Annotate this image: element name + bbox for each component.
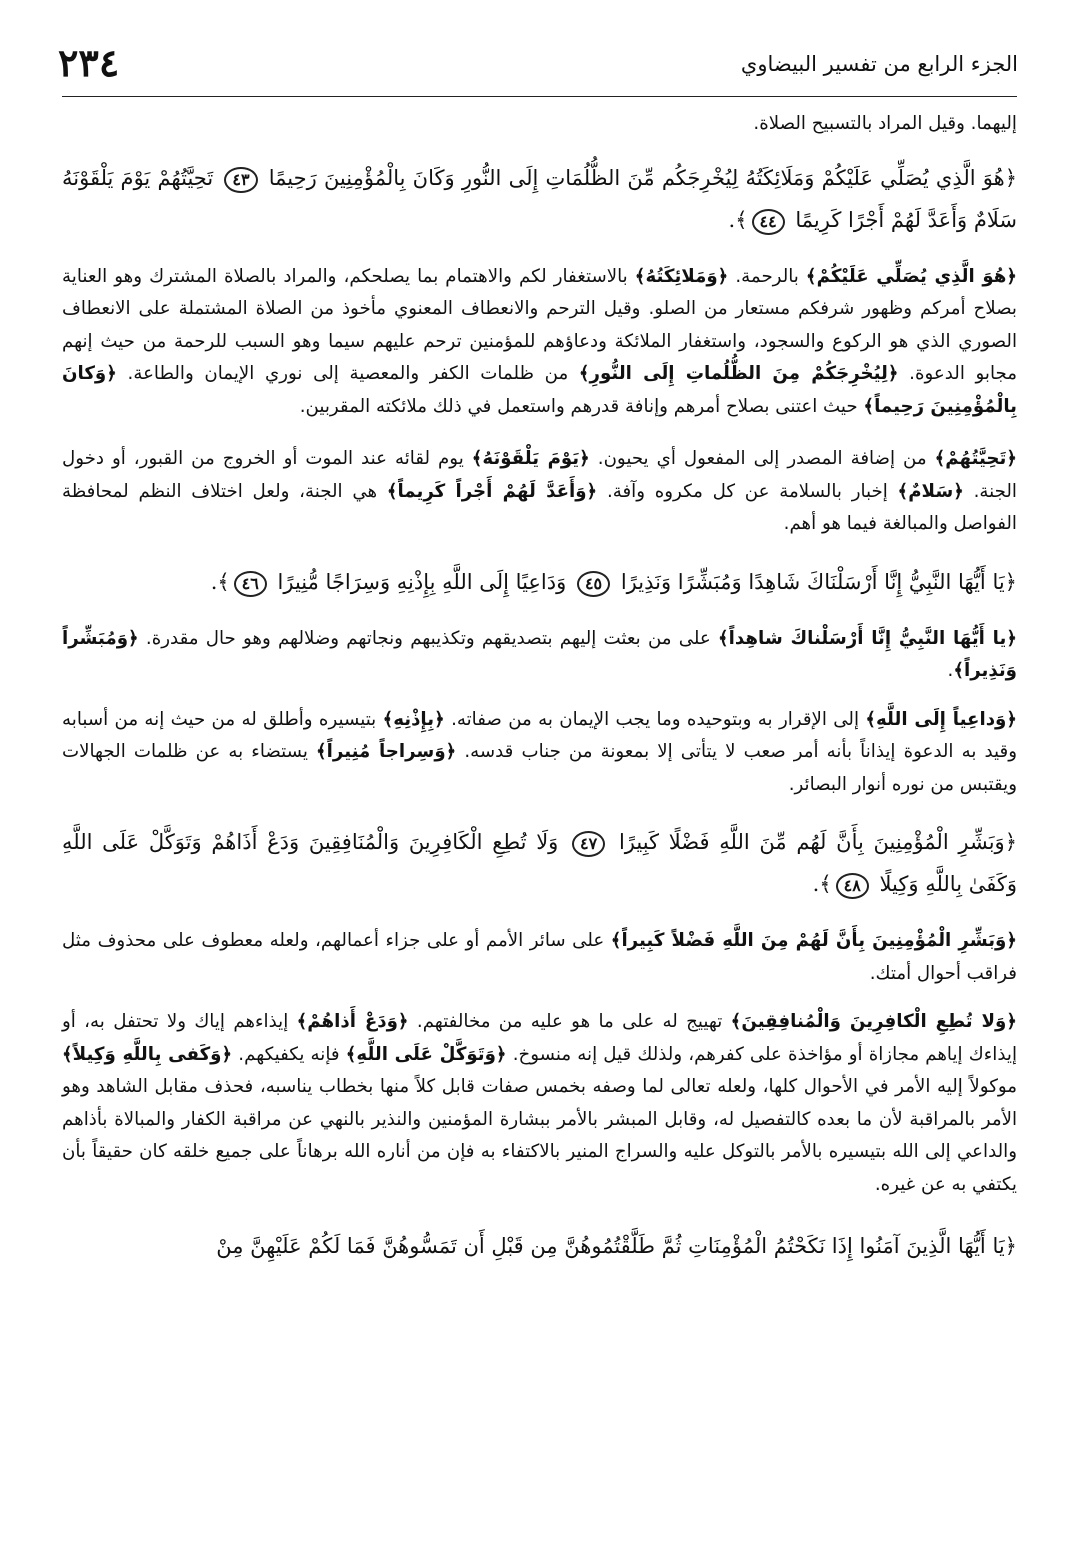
text-run: ﴾. (728, 207, 748, 232)
text-run: ﴾. (812, 872, 832, 896)
text-run: إيذاءهم إياك ولا تحتفل به، أو إيذاءك إياهم مجازاة أو مؤاخذة على كفرهم، ولذلك قيل إنه منسوخ. (62, 1011, 1017, 1065)
text-run: بتيسيره وأطلق له من حيث إنه من أسبابه وقيد به الدعوة إيذاناً بأنه أمر صعب لا يتأتى إلا بمعونة من جناب قدسه. (62, 708, 1017, 762)
ayah-number-marker: ٤٦ (234, 571, 267, 597)
spacer (62, 688, 1017, 704)
spacer (62, 241, 1017, 261)
text-run: ﴿يَا أَيُّهَا الَّذِينَ آمَنُوا إِذَا نَكَحْتُمُ الْمُؤْمِنَاتِ ثُمَّ طَلَّقْتُمُوهُنَّ مِن قَبْلِ أَن تَمَسُّوهُنَّ فَمَا لَكُمْ عَلَيْهِنَّ مِنْ (216, 1234, 1017, 1258)
quran-verse (62, 561, 1017, 603)
text-run: ﴿يَا أَيُّهَا النَّبِيُّ إِنَّا أَرْسَلْنَاكَ شَاهِدًا وَمُبَشِّرًا وَنَذِيرًا (614, 569, 1017, 594)
quoted-verse: ﴿وَمُبَشِّراً وَنَذِيراً﴾ (62, 627, 1017, 681)
spacer (62, 801, 1017, 821)
paragraph (62, 261, 1017, 424)
quoted-verse: ﴿وَبَشِّرِ الْمُؤْمِنِينَ بِأَنَّ لَهُمْ مِنَ اللَّهِ فَضْلاً كَبِيراً﴾ (610, 930, 1017, 951)
text-run: إلى الإقرار به وبتوحيده وما يجب الإيمان به من صفاته. (444, 708, 866, 730)
header-rule (62, 96, 1017, 97)
quoted-verse: ﴿بِإِذْنِهِ﴾ (382, 708, 445, 730)
quoted-verse: ﴿وَلا تُطِعِ الْكافِرِينَ وَالْمُنافِقِينَ﴾ (730, 1011, 1017, 1032)
text-run: على سائر الأمم أو على جزاء أعمالهم، ولعله معطوف على محذوف مثل فراقب أحوال أمتك. (62, 930, 1017, 984)
text-run: إخبار بالسلامة عن كل مكروه وآفة. (597, 480, 898, 502)
page-header (58, 38, 1018, 94)
quoted-verse: ﴿وَكَفى بِاللَّهِ وَكِيلاً﴾ (62, 1043, 233, 1065)
quoted-verse: ﴿وَأَعَدَّ لَهُمْ أَجْراً كَرِيماً﴾ (386, 480, 598, 502)
quoted-verse: ﴿لِيُخْرِجَكُمْ مِنَ الظُّلُماتِ إِلَى النُّورِ﴾ (578, 363, 899, 384)
text-run: يوم لقائه عند الموت أو الخروج من القبور، أو دخول الجنة. (62, 448, 1017, 502)
spacer (62, 905, 1017, 925)
ayah-number-marker: ٤٣ (224, 167, 257, 193)
text-run: من إضافة المصدر إلى المفعول أي يحيون. (589, 448, 935, 469)
paragraph (62, 925, 1017, 990)
text-run: على من بعثت إليهم بتصديقهم وتكذيبهم ونجاتهم وضلالهم وهو حال مقدرة. (138, 627, 719, 649)
quoted-verse: ﴿سَلامٌ﴾ (897, 480, 964, 502)
text-run: إليهما. وقيل المراد بالتسبيح الصلاة. (753, 113, 1017, 134)
quoted-verse: ﴿وَكانَ بِالْمُؤْمِنِينَ رَحِيماً﴾ (62, 363, 1017, 417)
quoted-verse: ﴿يا أَيُّهَا النَّبِيُّ إِنَّا أَرْسَلْناكَ شاهِداً﴾ (718, 627, 1017, 649)
text-run: موكولاً إليه الأمر في الأحوال كلها، ولعله تعالى لما وصفه بخمس صفات قابل كلاً منها بخطاب يناسبه، فحذف مقابل الشاهد وهو الأمر بالمراقبة لأن ما بعده كالتفصيل له، وقابل المبشر بالأمر ببشارة المؤمنين والنذير بالنهي عن مراقبة الكفار والمبالاة بأذاهم والداعي إلى الله بتيسيره بالأمر بالتوكل عليه والسراج المنير بالاكتفاء به فإن من أناره الله برهاناً على جميع خلقه كان حقيقاً بأن يكتفي به عن غيره. (62, 1076, 1017, 1195)
paragraph (62, 108, 1017, 141)
ayah-number-marker: ٤٥ (577, 571, 610, 597)
quoted-verse: ﴿وَتَوَكَّلْ عَلَى اللَّهِ﴾ (345, 1043, 507, 1065)
text-run: يستضاء به عن ظلمات الجهالات ويقتبس من نوره أنوار البصائر. (62, 741, 1017, 795)
spacer (62, 423, 1017, 443)
quran-verse (62, 157, 1017, 241)
text-run: بالاستغفار لكم والاهتمام بما يصلحكم، والمراد بالصلاة المشترك وهو العناية بصلاح أمركم وظهور شرفكم مستعار من الصلو. وقيل الترحم والانعطاف المعنوي مأخوذ من الصلاة المشتملة على الانعطاف الصوري الذي هو الركوع والسجود، واستغفار الملائكة ودعاؤهم للمؤمنين ترحم عليهم سيما وهو السبب للرحمة من حيث إنهم مجابو الدعوة. (62, 265, 1017, 384)
text-run: من ظلمات الكفر والمعصية إلى نوري الإيمان والطاعة. (116, 363, 579, 384)
text-run: تَحِيَّتُهُمْ يَوْمَ يَلْقَوْنَهُ سَلَامٌ وَأَعَدَّ لَهُمْ أَجْرًا كَرِيمًا (62, 165, 1017, 232)
text-run: هي الجنة، ولعل اختلاف النظم لمحافظة الفواصل والمبالغة فيما هو أهم. (62, 480, 1017, 534)
quoted-verse: ﴿يَوْمَ يَلْقَوْنَهُ﴾ (471, 448, 590, 469)
text-run: فإنه يكفيكهم. (232, 1043, 346, 1065)
spacer (62, 603, 1017, 623)
paragraph (62, 704, 1017, 802)
spacer (62, 1201, 1017, 1225)
ayah-number-marker: ٤٨ (836, 873, 869, 899)
page-body (62, 108, 1017, 1267)
quoted-verse: ﴿وَسِراجاً مُنِيراً﴾ (316, 741, 457, 762)
text-run: حيث اعتنى بصلاح أمرهم وإنافة قدرهم واستعمل في ذلك ملائكته المقربين. (299, 395, 864, 417)
page-number: ٢٣٤ (58, 40, 120, 85)
text-run: وَدَاعِيًا إِلَى اللَّهِ بِإِذْنِهِ وَسِرَاجًا مُّنِيرًا (270, 569, 573, 594)
quoted-verse: ﴿وَداعِياً إِلَى اللَّهِ﴾ (865, 708, 1017, 730)
paragraph (62, 443, 1017, 541)
paragraph (62, 623, 1017, 688)
spacer (62, 541, 1017, 561)
quoted-verse: ﴿هُوَ الَّذِي يُصَلِّي عَلَيْكُمْ﴾ (805, 265, 1017, 287)
text-run: ﴿وَبَشِّرِ الْمُؤْمِنِينَ بِأَنَّ لَهُم مِّنَ اللَّهِ فَضْلًا كَبِيرًا (609, 830, 1017, 854)
text-run: ﴿هُوَ الَّذِي يُصَلِّي عَلَيْكُمْ وَمَلَائِكَتُهُ لِيُخْرِجَكُم مِّنَ الظُّلُمَاتِ إِلَى النُّورِ وَكَانَ بِالْمُؤْمِنِينَ رَحِيمًا (261, 165, 1017, 190)
quoted-verse: ﴿وَدَعْ أَذاهُمْ﴾ (296, 1011, 409, 1032)
paragraph (62, 1006, 1017, 1201)
spacer (62, 141, 1017, 157)
running-title: الجزء الرابع من تفسير البيضاوي (740, 52, 1018, 76)
ayah-number-marker: ٤٤ (752, 209, 785, 235)
quran-verse (62, 821, 1017, 905)
quran-verse (62, 1225, 1017, 1267)
text-run: ﴾. (210, 569, 230, 594)
text-run: تهييج له على ما هو عليه من مخالفتهم. (408, 1011, 731, 1032)
text-run: وَلَا تُطِعِ الْكَافِرِينَ وَالْمُنَافِقِينَ وَدَعْ أَذَاهُمْ وَتَوَكَّلْ عَلَى اللَّهِ وَكَفَىٰ بِاللَّهِ وَكِيلًا (62, 830, 1017, 896)
spacer (62, 990, 1017, 1006)
ayah-number-marker: ٤٧ (572, 831, 605, 857)
text-run: بالرحمة. (728, 265, 806, 287)
quoted-verse: ﴿تَحِيَّتُهُمْ﴾ (934, 448, 1018, 469)
text-run: . (947, 660, 954, 681)
quoted-verse: ﴿وَمَلائِكَتُهُ﴾ (634, 265, 729, 287)
